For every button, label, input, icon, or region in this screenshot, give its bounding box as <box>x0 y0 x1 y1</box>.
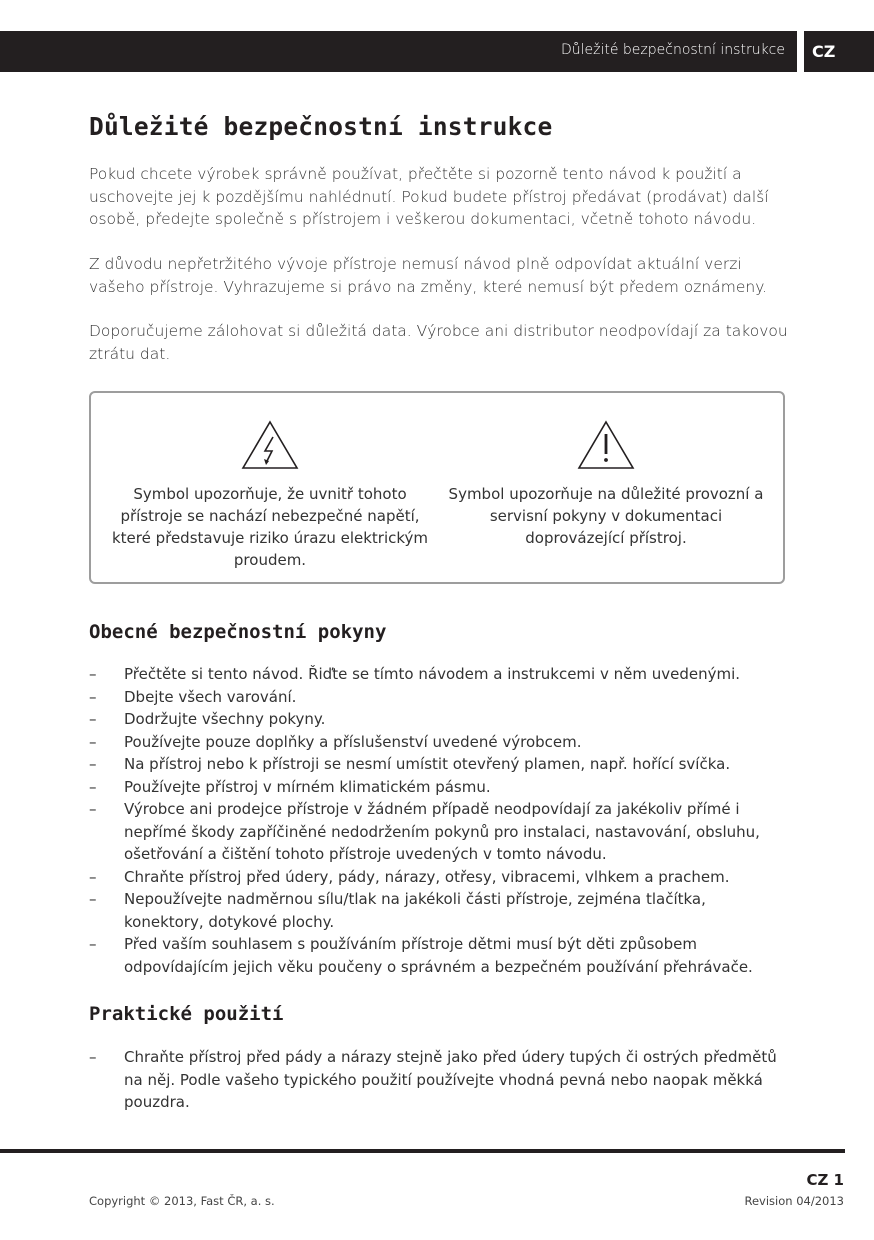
list-item: – Před vaším souhlasem s používáním přístroje dětmi musí být děti způsobem odpovídajícím jejich věku poučeny o správném a bezpečném používání přehrávače. <box>89 935 753 976</box>
intro-paragraph-1: Pokud chcete výrobek správně používat, přečtěte si pozorně tento návod k použití a uschovejte jej k pozdějšímu nahlédnutí. Pokud budete přístroj předávat (prodávat) další osobě, předejte společně s přístrojem i veškerou dokumentaci, včetně tohoto návodu. <box>89 165 769 228</box>
list-item: – Na přístroj nebo k přístroji se nesmí umístit otevřený plamen, např. hořící svíčka. <box>89 753 789 776</box>
bullet-dash: – <box>89 777 97 796</box>
list-item: – Chraňte přístroj před pády a nárazy stejně jako před údery tupých či ostrých předmětů na něj. Podle vašeho typického použití používejte vhodná pevná nebo naopak měkká pouzdra. <box>89 1048 777 1111</box>
revision-text: Revision 04/2013 <box>744 1194 844 1208</box>
header-title: Důležité bezpečnostní instrukce <box>560 42 785 58</box>
warning-caution-text: Symbol upozorňuje na důležité provozní a servisní pokyny v dokumentaci doprovázející přístroj. <box>448 485 764 547</box>
list-item: – Chraňte přístroj před údery, pády, nárazy, otřesy, vibracemi, vlhkem a prachem. <box>89 866 789 889</box>
list-item: – Používejte přístroj v mírném klimatickém pásmu. <box>89 776 789 799</box>
lightning-warning-icon <box>240 419 300 471</box>
bullet-dash: – <box>89 890 97 908</box>
copyright-text: Copyright © 2013, Fast ČR, a. s. <box>89 1194 275 1208</box>
bullet-dash: – <box>89 710 97 728</box>
warning-caution <box>441 419 771 549</box>
general-section-title: Obecné bezpečnostní pokyny <box>89 621 387 643</box>
bullet-dash: – <box>89 755 97 773</box>
bullet-dash: – <box>89 732 97 751</box>
header-bar <box>0 31 797 72</box>
list-item: – Nepoužívejte nadměrnou sílu/tlak na jakékoli části přístroje, zejména tlačítka, konektory, dotykové plochy. <box>89 890 706 931</box>
bullet-dash: – <box>89 1048 97 1066</box>
list-item: – Dodržujte všechny pokyny. <box>89 708 789 731</box>
warning-symbols-box <box>89 391 785 584</box>
exclamation-warning-icon <box>576 419 636 471</box>
general-safety-list <box>89 663 789 978</box>
list-item: – Používejte pouze doplňky a příslušenství uvedené výrobcem. <box>89 731 789 754</box>
language-tab: CZ <box>804 31 874 72</box>
bullet-dash: – <box>89 935 97 953</box>
intro-paragraph-3: Doporučujeme zálohovat si důležitá data. Výrobce ani distributor neodpovídají za takovou ztrátu dat. <box>89 322 788 363</box>
warning-electric <box>105 419 435 571</box>
page-title: Důležité bezpečnostní instrukce <box>89 112 553 141</box>
page-number: CZ 1 <box>806 1171 844 1189</box>
list-item: – Dbejte všech varování. <box>89 686 789 709</box>
list-item: – Výrobce ani prodejce přístroje v žádném případě neodpovídají za jakékoliv přímé i nepřímé škody zapříčiněné nedodržením pokynů pro instalaci, nastavování, obsluhu, ošetřování a čištění tohoto přístroje uvedených v tomto návodu. <box>89 800 760 863</box>
practical-use-list <box>89 1046 789 1114</box>
practical-section-title: Praktické použití <box>89 1003 284 1025</box>
bullet-dash: – <box>89 867 97 886</box>
list-item: – Přečtěte si tento návod. Řiďte se tímto návodem a instrukcemi v něm uvedenými. <box>89 663 789 686</box>
intro-paragraph-2: Z důvodu nepřetržitého vývoje přístroje nemusí návod plně odpovídat aktuální verzi vašeho přístroje. Vyhrazujeme si právo na změny, které nemusí být předem oznámeny. <box>89 255 768 296</box>
bullet-dash: – <box>89 800 97 818</box>
warning-electric-text: Symbol upozorňuje, že uvnitř tohoto přístroje se nachází nebezpečné napětí, které představuje riziko úrazu elektrickým proudem. <box>111 485 429 569</box>
bullet-dash: – <box>89 665 97 683</box>
bullet-dash: – <box>89 687 97 706</box>
footer-divider <box>0 1149 845 1153</box>
